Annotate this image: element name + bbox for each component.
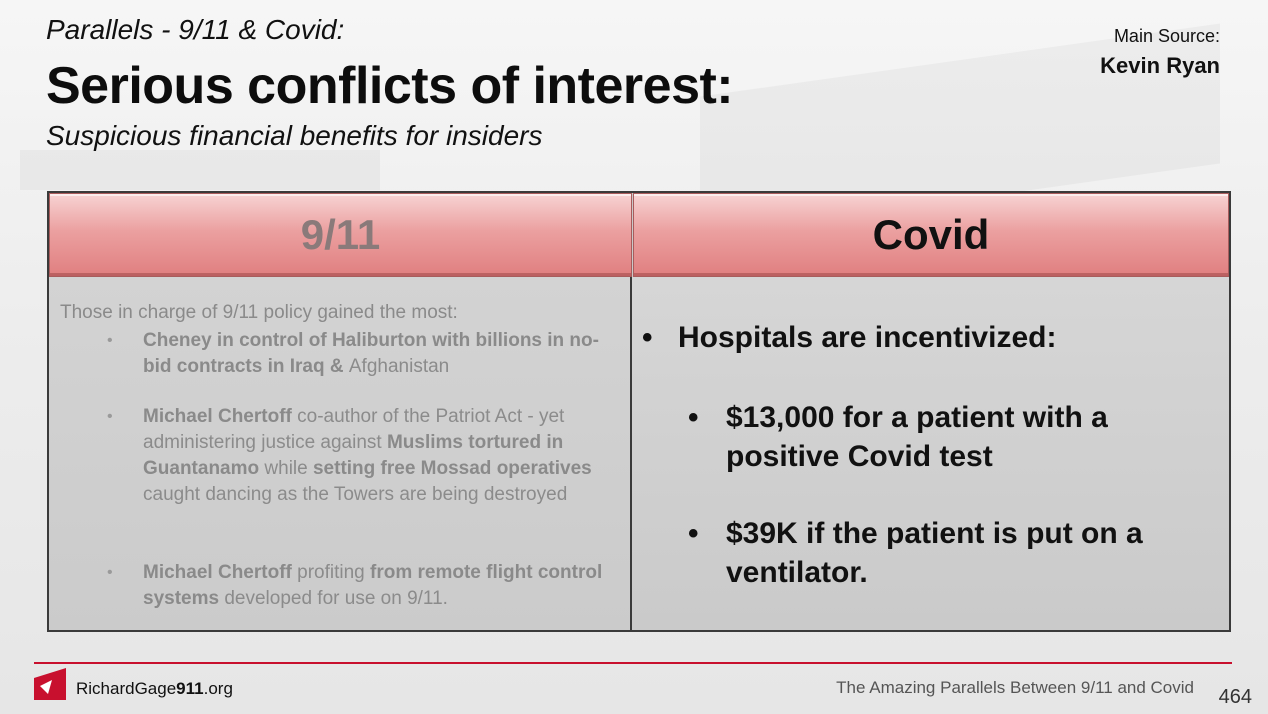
bullet-dot: • bbox=[107, 564, 113, 581]
source-name: Kevin Ryan bbox=[1100, 53, 1220, 78]
slide-kicker: Parallels - 9/11 & Covid: bbox=[46, 14, 345, 45]
bullet-text: developed for use on 9/11. bbox=[219, 588, 448, 609]
right-sub-bullet-2 bbox=[688, 514, 1196, 592]
bullet-bold-text: Michael Chertoff bbox=[143, 562, 292, 583]
header-911: 9/11 bbox=[49, 193, 632, 277]
bullet-bold-text: setting free Mossad operatives bbox=[312, 458, 592, 479]
right-sub-bullet-1 bbox=[688, 398, 1196, 476]
header-covid: Covid bbox=[633, 193, 1229, 277]
bullet-text: co-author of the Patriot Act - yet administering justice against bbox=[143, 406, 565, 453]
bullet-text: caught dancing as the Towers are being destroyed bbox=[143, 484, 568, 505]
background-shape bbox=[20, 150, 380, 190]
right-main-bullet bbox=[642, 321, 1056, 355]
page-number: 464 bbox=[1218, 686, 1252, 708]
left-intro: Those in charge of 9/11 policy gained the most: bbox=[60, 302, 458, 323]
bullet-text: while bbox=[259, 458, 313, 479]
right-sub-text: $13,000 for a patient with a positive Covid test bbox=[726, 401, 1108, 473]
right-sub-text: $39K if the patient is put on a ventilator. bbox=[726, 517, 1143, 589]
cell-covid bbox=[632, 277, 1229, 630]
brand-url: RichardGage911.org bbox=[76, 679, 233, 698]
right-main-text: Hospitals are incentivized: bbox=[678, 321, 1057, 354]
source-block bbox=[1100, 26, 1220, 79]
richardgage-logo-icon bbox=[34, 668, 66, 700]
bullet-bold-text: Michael Chertoff bbox=[143, 406, 292, 427]
bullet-dot: • bbox=[688, 401, 699, 434]
bullet-dot: • bbox=[107, 332, 113, 349]
slide-title: Serious conflicts of interest: bbox=[46, 57, 734, 115]
bullet-bold-text: from remote flight control systems bbox=[143, 562, 603, 609]
bullet-bold-text: Muslims tortured in Guantanamo bbox=[143, 432, 564, 479]
bullet-dot: • bbox=[688, 517, 699, 550]
left-bullet-1 bbox=[107, 328, 623, 380]
source-label: Main Source: bbox=[1113, 26, 1220, 46]
left-bullet-3 bbox=[107, 560, 623, 612]
slide-subtitle: Suspicious financial benefits for insiders bbox=[46, 120, 543, 151]
left-bullet-2 bbox=[107, 404, 623, 508]
bullet-text: Afghanistan bbox=[348, 356, 450, 377]
bullet-bold-text: Cheney in control of Haliburton with billions in no-bid contracts in Iraq & bbox=[143, 330, 599, 377]
bullet-text: profiting bbox=[291, 562, 371, 583]
bullet-dot: • bbox=[107, 408, 113, 425]
comparison-table bbox=[47, 191, 1231, 632]
bullet-dot: • bbox=[642, 321, 653, 354]
footer-divider bbox=[34, 662, 1232, 664]
cell-911 bbox=[49, 277, 632, 630]
footer-title: The Amazing Parallels Between 9/11 and Covid bbox=[836, 678, 1194, 697]
